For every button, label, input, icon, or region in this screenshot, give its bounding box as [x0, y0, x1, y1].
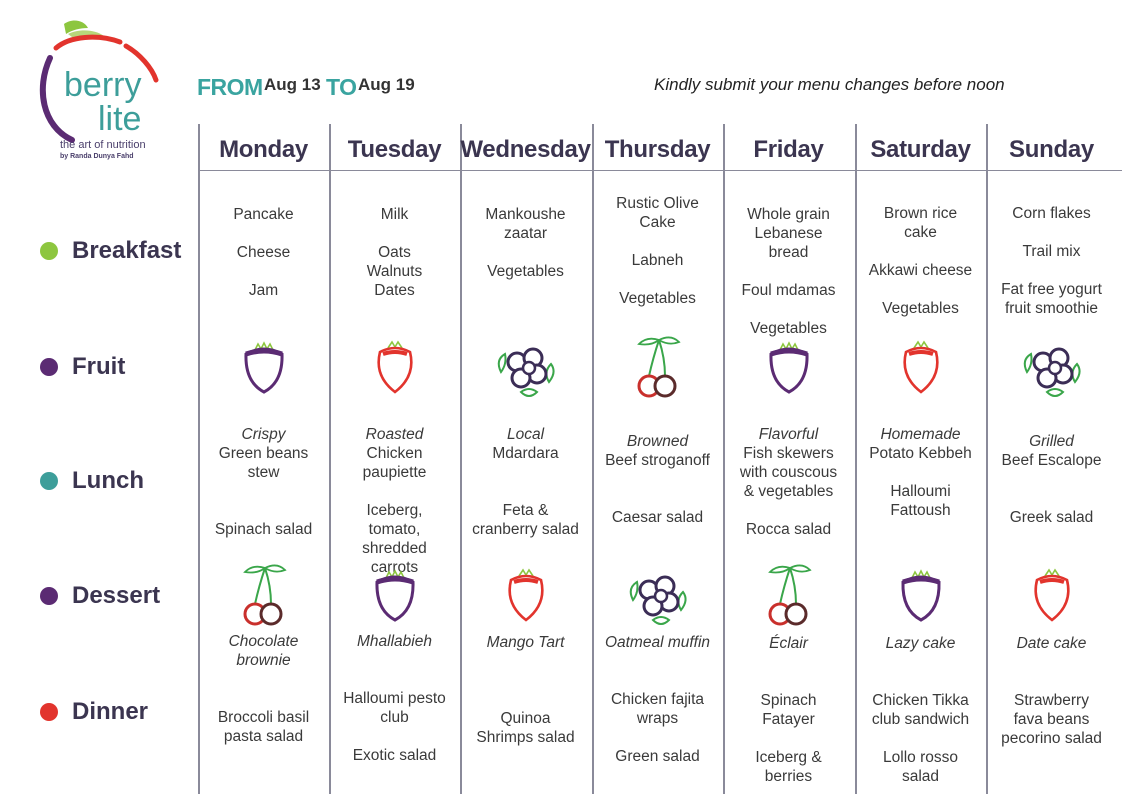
meal-row-dessert	[40, 584, 160, 608]
meal-row-lunch	[40, 469, 144, 493]
header-divider	[198, 170, 1122, 171]
menu-item-line: pecorino salad	[1001, 730, 1102, 747]
menu-item-line: Vegetables	[487, 263, 564, 280]
menu-item-line: Potato Kebbeh	[869, 445, 972, 462]
menu-item-line: Corn flakes	[1012, 205, 1091, 222]
menu-item-line: Roasted	[365, 426, 424, 443]
menu-item-line: Cake	[639, 214, 676, 231]
menu-item-line: Mhallabieh	[357, 633, 432, 650]
menu-item-line: Greek salad	[1009, 509, 1094, 526]
plum-icon	[754, 332, 824, 402]
meal-label-fruit: Fruit	[72, 353, 126, 380]
plum-icon	[886, 560, 956, 630]
menu-item-line: cranberry salad	[472, 521, 579, 538]
menu-item-line: brownie	[236, 652, 291, 669]
spacer	[986, 223, 1117, 242]
fruit-dot	[40, 358, 58, 376]
menu-item-line: Iceberg &	[755, 749, 822, 766]
to-date: Aug 19	[358, 75, 415, 94]
menu-item-line: Homemade	[880, 426, 961, 443]
menu-item-line: carrots	[370, 559, 419, 576]
menu-item-line: Chocolate	[228, 633, 299, 650]
spacer	[198, 224, 329, 243]
spacer	[329, 727, 460, 746]
menu-item-line: Lazy cake	[885, 635, 956, 652]
spacer	[329, 224, 460, 243]
spacer	[986, 470, 1117, 489]
menu-item-line: fruit smoothie	[1004, 300, 1099, 317]
menu-item-line: Beef Escalope	[1001, 452, 1102, 469]
spacer	[592, 270, 723, 289]
breakfast-cell-tuesday	[329, 205, 460, 300]
raspberry-icon	[1017, 560, 1087, 630]
menu-item-line: Éclair	[769, 635, 808, 652]
menu-item-line: Walnuts	[366, 263, 423, 280]
from-date: Aug 13	[264, 75, 321, 94]
menu-item-line: shredded	[362, 540, 427, 557]
menu-item-line: Trail mix	[1022, 243, 1081, 260]
menu-item-line: Iceberg,	[366, 502, 423, 519]
menu-item-line: Chicken	[366, 445, 423, 462]
menu-item-line: Fish skewers	[743, 445, 834, 462]
logo-tagline	[60, 139, 146, 163]
menu-item-line: Spinach	[760, 692, 817, 709]
dinner-cell-monday	[198, 708, 329, 746]
menu-item-line: Fat free yogurt	[1001, 281, 1102, 298]
menu-item-line: Vegetables	[750, 320, 827, 337]
lunch-cell-sunday	[986, 432, 1117, 527]
menu-item-line: Green salad	[615, 748, 700, 765]
spacer	[460, 482, 591, 501]
menu-item-line: Flavorful	[758, 426, 819, 443]
menu-item-line: Shrimps salad	[476, 729, 575, 746]
breakfast-cell-sunday	[986, 204, 1117, 318]
spacer	[198, 501, 329, 520]
menu-item-line: Chicken Tikka	[872, 692, 969, 709]
menu-item-line: Local	[506, 426, 545, 443]
menu-item-line: Mdardara	[492, 445, 559, 462]
menu-item-line: club	[380, 709, 409, 726]
breakfast-cell-monday	[198, 205, 329, 300]
meal-label-lunch: Lunch	[72, 467, 144, 494]
menu-item-line: Oatmeal muffin	[604, 634, 711, 651]
breakfast-cell-thursday	[592, 194, 723, 308]
menu-item-line: Chicken fajita	[610, 691, 705, 708]
menu-item-line: Halloumi	[890, 483, 951, 500]
spacer	[986, 261, 1117, 280]
meal-row-breakfast	[40, 239, 181, 263]
breakfast-cell-friday	[723, 205, 854, 338]
lunch-cell-thursday	[592, 432, 723, 527]
menu-item-line: Browned	[626, 433, 689, 450]
menu-item-line: Grilled	[1029, 433, 1074, 450]
cherries-icon	[623, 332, 693, 402]
menu-item-line: Beef stroganoff	[605, 452, 710, 469]
spacer	[723, 262, 854, 281]
menu-item-line: Vegetables	[619, 290, 696, 307]
menu-item-line: tomato,	[368, 521, 421, 538]
menu-item-line: Foul mdamas	[741, 282, 836, 299]
dinner-cell-friday	[723, 691, 854, 786]
tagline-text: the art of nutrition	[60, 139, 146, 151]
spacer	[592, 728, 723, 747]
plum-icon	[229, 332, 299, 402]
menu-item-line: & vegetables	[743, 483, 834, 500]
menu-item-line: stew	[247, 464, 280, 481]
day-header-friday: Friday	[753, 136, 824, 163]
dinner-dot	[40, 703, 58, 721]
menu-item-line: Crispy	[241, 426, 286, 443]
menu-item-line: Jam	[248, 282, 279, 299]
menu-item-line: Feta &	[502, 502, 549, 519]
menu-item-line: Milk	[380, 206, 409, 223]
to-label: TO	[326, 74, 357, 100]
menu-item-line: Green beans	[218, 445, 309, 462]
svg-text:berry: berry	[64, 66, 142, 104]
menu-item-line: Dates	[374, 282, 415, 299]
dessert-cell-thursday	[592, 633, 723, 652]
day-header-tuesday: Tuesday	[347, 136, 442, 163]
spacer	[592, 470, 723, 489]
menu-item-line: Rocca salad	[745, 521, 832, 538]
menu-item-line: Broccoli basil	[217, 709, 310, 726]
lunch-cell-tuesday	[329, 425, 460, 577]
blueberries-icon	[623, 560, 693, 630]
menu-item-line: Quinoa	[500, 710, 551, 727]
spacer	[986, 489, 1117, 508]
day-header-thursday: Thursday	[604, 136, 711, 163]
meal-row-dinner	[40, 700, 148, 724]
menu-item-line: berries	[764, 768, 813, 785]
dessert-cell-wednesday	[460, 633, 591, 652]
dinner-cell-saturday	[855, 691, 986, 786]
day-header-wednesday: Wednesday	[460, 136, 591, 163]
menu-item-line: Halloumi pesto	[343, 690, 446, 707]
raspberry-icon	[491, 560, 561, 630]
spacer	[855, 242, 986, 261]
menu-item-line: Mankoushe	[485, 206, 566, 223]
spacer	[855, 729, 986, 748]
day-header-monday: Monday	[219, 136, 308, 163]
lunch-cell-friday	[723, 425, 854, 539]
meal-row-fruit	[40, 355, 125, 379]
spacer	[855, 280, 986, 299]
dessert-cell-saturday	[855, 634, 986, 653]
cherries-icon	[754, 560, 824, 630]
breakfast-dot	[40, 242, 58, 260]
svg-text:lite: lite	[98, 100, 142, 138]
menu-item-line: Exotic salad	[352, 747, 437, 764]
day-header-saturday: Saturday	[870, 136, 971, 163]
menu-item-line: Pancake	[233, 206, 294, 223]
dessert-dot	[40, 587, 58, 605]
spacer	[329, 482, 460, 501]
menu-item-line: Strawberry	[1014, 692, 1089, 709]
dinner-cell-thursday	[592, 690, 723, 766]
spacer	[592, 489, 723, 508]
menu-item-line: zaatar	[503, 225, 548, 242]
menu-item-line: pasta salad	[223, 728, 304, 745]
day-header-sunday: Sunday	[1009, 136, 1094, 163]
menu-item-line: fava beans	[1013, 711, 1090, 728]
menu-item-line: Vegetables	[882, 300, 959, 317]
cherries-icon	[229, 560, 299, 630]
dinner-cell-sunday	[986, 691, 1117, 748]
menu-item-line: paupiette	[362, 464, 427, 481]
lunch-dot	[40, 472, 58, 490]
menu-item-line: salad	[901, 768, 940, 785]
menu-item-line: Labneh	[631, 252, 684, 269]
menu-item-line: Akkawi cheese	[868, 262, 973, 279]
menu-item-line: Oats	[378, 244, 411, 261]
menu-item-line: Lebanese	[754, 225, 823, 242]
dinner-cell-wednesday	[460, 709, 591, 747]
meal-label-dessert: Dessert	[72, 582, 161, 609]
menu-item-line: Spinach salad	[214, 521, 313, 538]
menu-item-line: Whole grain	[747, 206, 830, 223]
menu-item-line: club sandwich	[871, 711, 970, 728]
blueberries-icon	[491, 332, 561, 402]
lunch-cell-monday	[198, 425, 329, 539]
menu-item-line: Rustic Olive	[616, 195, 699, 212]
dinner-cell-tuesday	[329, 689, 460, 765]
dessert-cell-monday	[198, 632, 329, 670]
spacer	[723, 729, 854, 748]
spacer	[855, 463, 986, 482]
spacer	[723, 501, 854, 520]
spacer	[592, 232, 723, 251]
meal-label-dinner: Dinner	[72, 698, 149, 725]
spacer	[460, 463, 591, 482]
spacer	[723, 300, 854, 319]
byline-text: by Randa Dunya Fahd	[60, 153, 134, 160]
menu-item-line: Brown rice	[883, 205, 958, 222]
from-label: FROM	[197, 74, 263, 100]
spacer	[198, 262, 329, 281]
menu-item-line: cake	[904, 224, 937, 241]
breakfast-cell-saturday	[855, 204, 986, 318]
menu-item-line: Date cake	[1016, 635, 1087, 652]
lunch-cell-saturday	[855, 425, 986, 520]
menu-item-line: with couscous	[739, 464, 838, 481]
spacer	[198, 482, 329, 501]
dessert-cell-friday	[723, 634, 854, 653]
lunch-cell-wednesday	[460, 425, 591, 539]
menu-item-line: Caesar salad	[611, 509, 704, 526]
submission-note: Kindly submit your menu changes before noon	[654, 75, 1005, 94]
raspberry-icon	[886, 332, 956, 402]
menu-item-line: Mango Tart	[486, 634, 565, 651]
blueberries-icon	[1017, 332, 1087, 402]
menu-item-line: bread	[768, 244, 809, 261]
menu-item-line: Cheese	[236, 244, 291, 261]
menu-item-line: Fattoush	[890, 502, 951, 519]
menu-item-line: Lollo rosso	[883, 749, 958, 766]
raspberry-icon	[360, 332, 430, 402]
menu-item-line: Fatayer	[762, 711, 815, 728]
menu-item-line: wraps	[636, 710, 679, 727]
dessert-cell-sunday	[986, 634, 1117, 653]
spacer	[460, 243, 591, 262]
dessert-cell-tuesday	[329, 632, 460, 651]
plum-icon	[360, 560, 430, 630]
breakfast-cell-wednesday	[460, 205, 591, 281]
meal-label-breakfast: Breakfast	[72, 237, 182, 264]
